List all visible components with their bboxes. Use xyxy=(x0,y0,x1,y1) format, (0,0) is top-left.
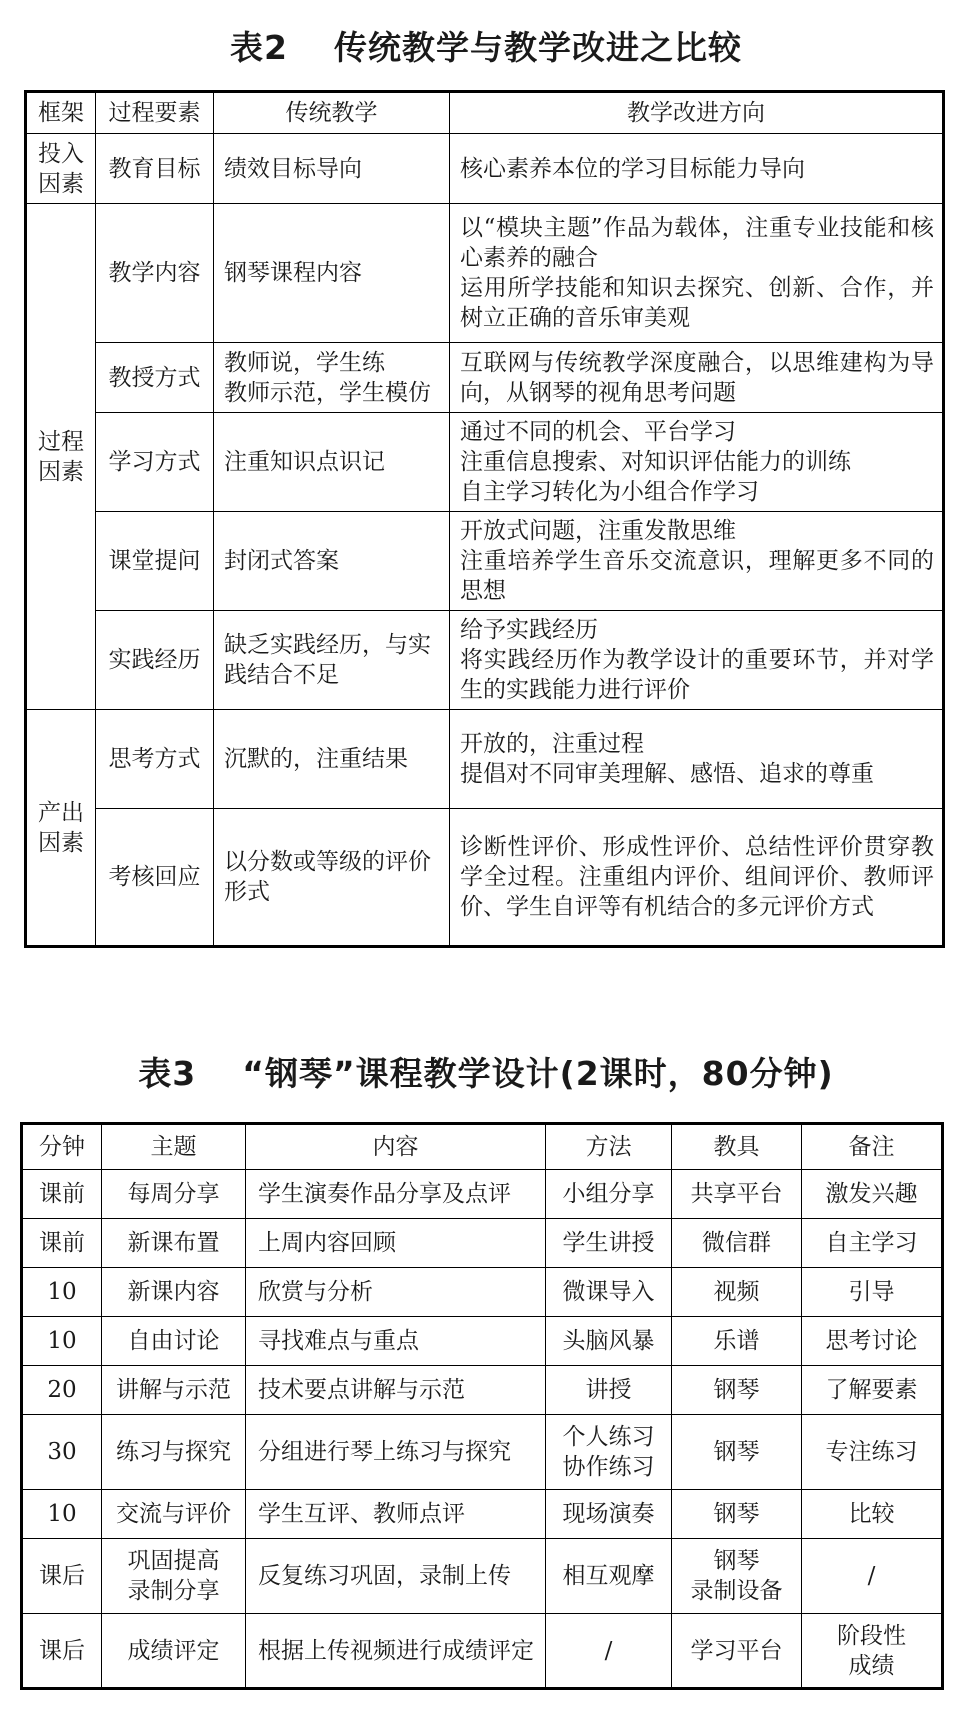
minutes-cell xyxy=(22,1366,102,1415)
table2-header-row xyxy=(26,92,944,134)
content-cell-line: 学生互评、教师点评 xyxy=(258,1501,465,1527)
minutes-cell-line: 20 xyxy=(47,1377,77,1403)
improvement-line: 以“模块主题”作品为载体，注重专业技能和核心素养的融合 xyxy=(460,215,934,271)
traditional-line: 以分数或等级的评价形式 xyxy=(224,849,431,905)
content-cell-line: 上周内容回顾 xyxy=(258,1230,396,1256)
content-cell xyxy=(246,1317,546,1366)
method-cell xyxy=(546,1366,672,1415)
improvement-line: 开放式问题，注重发散思维 xyxy=(460,518,736,544)
minutes-cell xyxy=(22,1614,102,1689)
element-cell: 学习方式 xyxy=(96,413,214,512)
topic-cell xyxy=(102,1614,246,1689)
frame-cell-input xyxy=(26,134,96,204)
method-cell-line: 个人练习 xyxy=(562,1424,655,1450)
traditional-cell xyxy=(214,343,450,413)
minutes-cell-line: 30 xyxy=(47,1439,77,1465)
content-cell xyxy=(246,1170,546,1219)
method-cell xyxy=(546,1268,672,1317)
tool-cell xyxy=(672,1170,802,1219)
topic-cell xyxy=(102,1415,246,1490)
content-cell-line: 根据上传视频进行成绩评定 xyxy=(258,1637,534,1664)
topic-cell xyxy=(102,1268,246,1317)
tool-cell-line: 钢琴 xyxy=(713,1501,760,1527)
minutes-cell-line: 10 xyxy=(47,1501,77,1527)
traditional-cell xyxy=(214,710,450,809)
frame-cell-output xyxy=(26,710,96,947)
tool-cell-line: 视频 xyxy=(713,1279,760,1305)
improvement-line: 给予实践经历 xyxy=(460,617,598,643)
content-cell xyxy=(246,1415,546,1490)
minutes-cell xyxy=(22,1219,102,1268)
method-cell-line: 协作练习 xyxy=(562,1454,655,1480)
tool-cell-line: 钢琴 xyxy=(713,1548,760,1574)
frame-label-line: 因素 xyxy=(38,170,84,197)
method-cell xyxy=(546,1170,672,1219)
table3-caption xyxy=(0,1048,972,1095)
tool-cell-line: 钢琴 xyxy=(713,1439,760,1465)
method-cell-line: 头脑风暴 xyxy=(562,1328,655,1354)
content-cell xyxy=(246,1268,546,1317)
frame-cell-process xyxy=(26,204,96,710)
frame-label-line: 因素 xyxy=(38,458,84,485)
improvement-line: 注重培养学生音乐交流意识，理解更多不同的思想 xyxy=(460,548,934,604)
table2-header-cell: 教学改进方向 xyxy=(450,92,944,134)
table-row xyxy=(22,1614,943,1689)
table-row xyxy=(26,611,944,710)
minutes-cell-line: 课后 xyxy=(39,1637,85,1664)
comparison-table xyxy=(24,90,945,948)
minutes-cell-line: 10 xyxy=(47,1328,77,1354)
traditional-cell xyxy=(214,512,450,611)
method-cell xyxy=(546,1614,672,1689)
improvement-line: 诊断性评价、形成性评价、总结性评价贯穿教学全过程。注重组内评价、组间评价、教师评价、学生自评等有机结合的多元评价方式 xyxy=(460,834,934,920)
note-cell-line: 专注练习 xyxy=(825,1439,918,1465)
content-cell-line: 寻找难点与重点 xyxy=(258,1328,419,1354)
topic-cell-line: 自由讨论 xyxy=(127,1328,220,1354)
table3-header-cell: 分钟 xyxy=(22,1124,102,1170)
note-cell-line: 阶段性 xyxy=(837,1622,906,1649)
minutes-cell xyxy=(22,1415,102,1490)
traditional-line: 教师说，学生练 xyxy=(224,349,385,376)
topic-cell xyxy=(102,1490,246,1539)
method-cell-line: 讲授 xyxy=(585,1377,632,1403)
element-cell: 教授方式 xyxy=(96,343,214,413)
topic-cell-line: 成绩评定 xyxy=(127,1637,220,1664)
table-row xyxy=(26,343,944,413)
topic-cell xyxy=(102,1219,246,1268)
topic-cell-line: 新课内容 xyxy=(127,1279,220,1305)
content-cell-line: 欣赏与分析 xyxy=(258,1279,373,1305)
table-row xyxy=(26,413,944,512)
table-row xyxy=(22,1317,943,1366)
minutes-cell-line: 10 xyxy=(47,1279,77,1305)
tool-cell-line: 钢琴 xyxy=(713,1377,760,1403)
traditional-line: 沉默的，注重结果 xyxy=(224,746,408,772)
note-cell-line: 自主学习 xyxy=(825,1230,918,1256)
improvement-line: 核心素养本位的学习目标能力导向 xyxy=(460,155,805,182)
table2-header-cell: 过程要素 xyxy=(96,92,214,134)
content-cell xyxy=(246,1366,546,1415)
method-cell xyxy=(546,1317,672,1366)
improvement-cell xyxy=(450,204,944,343)
table2-caption-title: 传统教学与教学改进之比较 xyxy=(333,28,742,67)
note-cell-line: 了解要素 xyxy=(825,1377,918,1403)
traditional-cell xyxy=(214,611,450,710)
topic-cell-line: 巩固提高 xyxy=(127,1548,220,1574)
tool-cell xyxy=(672,1366,802,1415)
improvement-line: 注重信息搜索、对知识评估能力的训练 xyxy=(460,449,851,475)
minutes-cell xyxy=(22,1170,102,1219)
element-cell: 实践经历 xyxy=(96,611,214,710)
element-cell: 教学内容 xyxy=(96,204,214,343)
minutes-cell-line: 课前 xyxy=(39,1181,85,1207)
tool-cell xyxy=(672,1614,802,1689)
improvement-line: 运用所学技能和知识去探究、创新、合作，并树立正确的音乐审美观 xyxy=(460,275,934,331)
frame-label-line: 因素 xyxy=(38,829,84,856)
note-cell xyxy=(802,1219,943,1268)
method-cell-line: 相互观摩 xyxy=(562,1563,655,1589)
minutes-cell xyxy=(22,1539,102,1614)
topic-cell-line: 交流与评价 xyxy=(116,1501,231,1527)
table2-caption-number: 表2 xyxy=(230,28,288,67)
tool-cell-line: 微信群 xyxy=(702,1230,771,1256)
table-row xyxy=(22,1219,943,1268)
traditional-line: 缺乏实践经历，与实践结合不足 xyxy=(224,632,431,688)
tool-cell xyxy=(672,1219,802,1268)
table3-caption-number: 表3 xyxy=(138,1054,197,1093)
traditional-cell xyxy=(214,413,450,512)
traditional-cell xyxy=(214,809,450,947)
note-cell xyxy=(802,1366,943,1415)
note-cell-line: 成绩 xyxy=(848,1652,895,1679)
tool-cell-line: 录制设备 xyxy=(690,1578,783,1604)
content-cell-line: 分组进行琴上练习与探究 xyxy=(258,1439,511,1465)
note-cell xyxy=(802,1170,943,1219)
table3-header-cell: 教具 xyxy=(672,1124,802,1170)
improvement-cell xyxy=(450,512,944,611)
table3-header-cell: 方法 xyxy=(546,1124,672,1170)
note-cell-line: / xyxy=(867,1563,876,1589)
topic-cell-line: 录制分享 xyxy=(127,1578,220,1604)
improvement-line: 将实践经历作为教学设计的重要环节，并对学生的实践能力进行评价 xyxy=(460,647,934,703)
tool-cell-line: 乐谱 xyxy=(713,1328,760,1354)
frame-label-line: 产出 xyxy=(38,799,84,826)
improvement-line: 提倡对不同审美理解、感悟、追求的尊重 xyxy=(460,761,874,787)
note-cell xyxy=(802,1614,943,1689)
table-row xyxy=(22,1366,943,1415)
method-cell xyxy=(546,1539,672,1614)
table-row xyxy=(26,204,944,343)
traditional-cell xyxy=(214,134,450,204)
minutes-cell xyxy=(22,1268,102,1317)
topic-cell xyxy=(102,1170,246,1219)
tool-cell xyxy=(672,1268,802,1317)
method-cell-line: 微课导入 xyxy=(562,1279,655,1305)
improvement-cell xyxy=(450,413,944,512)
method-cell-line: 学生讲授 xyxy=(562,1230,655,1256)
note-cell-line: 比较 xyxy=(848,1501,895,1527)
traditional-line: 教师示范，学生模仿 xyxy=(224,379,431,406)
tool-cell xyxy=(672,1490,802,1539)
table2-caption xyxy=(0,22,972,69)
traditional-line: 注重知识点识记 xyxy=(224,449,385,475)
content-cell xyxy=(246,1614,546,1689)
note-cell xyxy=(802,1539,943,1614)
content-cell xyxy=(246,1490,546,1539)
note-cell xyxy=(802,1317,943,1366)
table-row xyxy=(22,1415,943,1490)
note-cell xyxy=(802,1490,943,1539)
frame-label-line: 过程 xyxy=(38,428,84,455)
frame-label-line: 投入 xyxy=(38,140,84,167)
improvement-line: 通过不同的机会、平台学习 xyxy=(460,419,736,445)
table3-header-cell: 主题 xyxy=(102,1124,246,1170)
topic-cell xyxy=(102,1366,246,1415)
content-cell-line: 技术要点讲解与示范 xyxy=(258,1377,465,1403)
traditional-line: 钢琴课程内容 xyxy=(224,260,362,286)
improvement-line: 互联网与传统教学深度融合，以思维建构为导向，从钢琴的视角思考问题 xyxy=(460,349,934,406)
tool-cell-line: 学习平台 xyxy=(690,1637,783,1664)
method-cell xyxy=(546,1415,672,1490)
method-cell-line: / xyxy=(604,1637,613,1664)
content-cell xyxy=(246,1219,546,1268)
minutes-cell-line: 课前 xyxy=(39,1230,85,1256)
table-row xyxy=(22,1170,943,1219)
minutes-cell xyxy=(22,1490,102,1539)
table-row xyxy=(26,134,944,204)
improvement-line: 开放的，注重过程 xyxy=(460,731,644,757)
tool-cell xyxy=(672,1415,802,1490)
improvement-cell xyxy=(450,343,944,413)
improvement-cell xyxy=(450,134,944,204)
topic-cell-line: 练习与探究 xyxy=(116,1439,231,1465)
minutes-cell xyxy=(22,1317,102,1366)
course-design-table xyxy=(20,1122,944,1690)
method-cell xyxy=(546,1490,672,1539)
element-cell: 考核回应 xyxy=(96,809,214,947)
minutes-cell-line: 课后 xyxy=(39,1563,85,1589)
content-cell-line: 学生演奏作品分享及点评 xyxy=(258,1181,511,1207)
table3-caption-title: “钢琴”课程教学设计(2课时，80分钟) xyxy=(242,1054,834,1093)
tool-cell xyxy=(672,1317,802,1366)
method-cell-line: 现场演奏 xyxy=(562,1501,655,1527)
topic-cell-line: 每周分享 xyxy=(127,1181,220,1207)
table2-header-cell: 框架 xyxy=(26,92,96,134)
traditional-cell xyxy=(214,204,450,343)
table-row xyxy=(22,1539,943,1614)
content-cell xyxy=(246,1539,546,1614)
note-cell-line: 激发兴趣 xyxy=(825,1181,918,1207)
content-cell-line: 反复练习巩固，录制上传 xyxy=(258,1563,511,1589)
table-row xyxy=(22,1490,943,1539)
table-row xyxy=(26,809,944,947)
method-cell-line: 小组分享 xyxy=(562,1181,655,1207)
table3-header-cell: 内容 xyxy=(246,1124,546,1170)
note-cell xyxy=(802,1415,943,1490)
table-row xyxy=(26,512,944,611)
element-cell: 课堂提问 xyxy=(96,512,214,611)
note-cell-line: 思考讨论 xyxy=(825,1328,918,1354)
element-cell: 思考方式 xyxy=(96,710,214,809)
note-cell-line: 引导 xyxy=(848,1279,895,1305)
table2-header-cell: 传统教学 xyxy=(214,92,450,134)
element-cell: 教育目标 xyxy=(96,134,214,204)
topic-cell xyxy=(102,1317,246,1366)
traditional-line: 封闭式答案 xyxy=(224,548,339,574)
method-cell xyxy=(546,1219,672,1268)
note-cell xyxy=(802,1268,943,1317)
topic-cell-line: 讲解与示范 xyxy=(116,1377,231,1403)
topic-cell xyxy=(102,1539,246,1614)
improvement-line: 自主学习转化为小组合作学习 xyxy=(460,479,759,505)
improvement-cell xyxy=(450,809,944,947)
improvement-cell xyxy=(450,710,944,809)
improvement-cell xyxy=(450,611,944,710)
table3-header-cell: 备注 xyxy=(802,1124,943,1170)
topic-cell-line: 新课布置 xyxy=(127,1230,220,1256)
traditional-line: 绩效目标导向 xyxy=(224,155,362,182)
table3-header-row xyxy=(22,1124,943,1170)
table-row xyxy=(26,710,944,809)
table-row xyxy=(22,1268,943,1317)
tool-cell xyxy=(672,1539,802,1614)
tool-cell-line: 共享平台 xyxy=(690,1181,783,1207)
